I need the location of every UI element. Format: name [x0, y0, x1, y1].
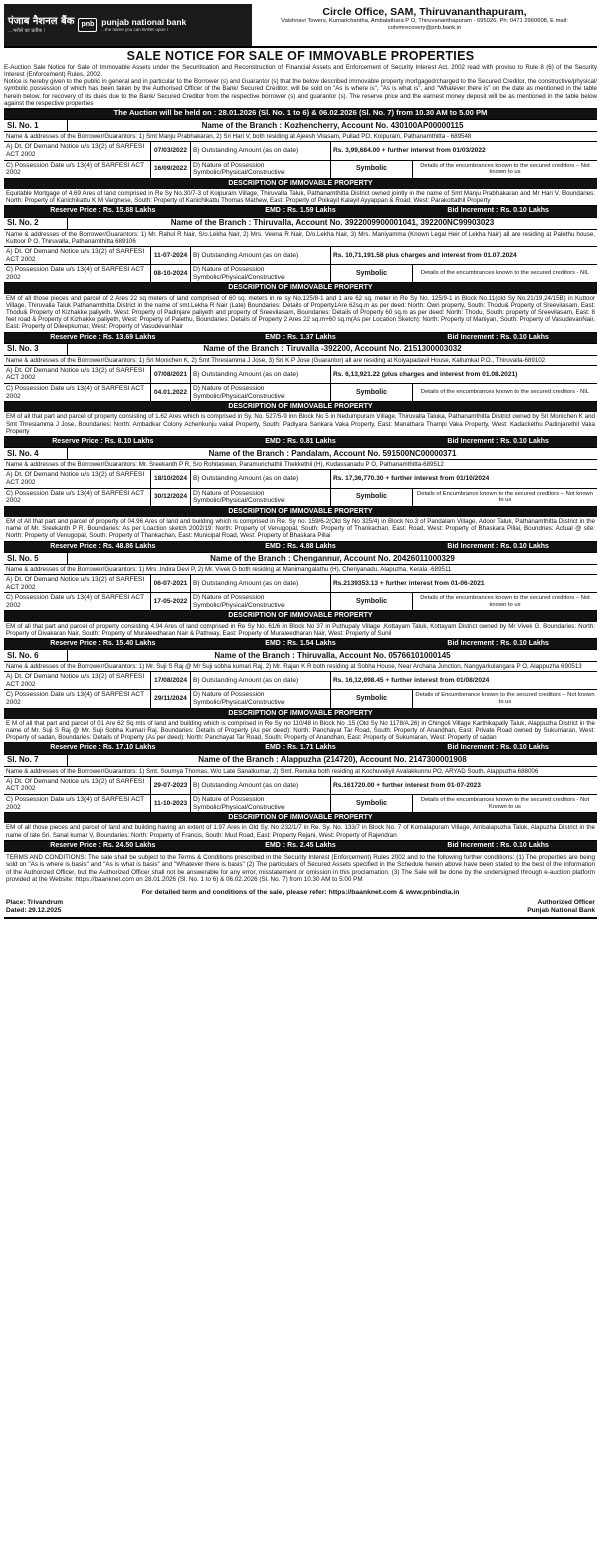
encumbrance-details: Details of the encumbrances known to the secured creditors - Not Known to us [420, 796, 590, 810]
possession-label: C) Possession Date u/s 13(4) of SARFESI ACT 2002 [4, 690, 151, 707]
possession-row [4, 384, 597, 402]
serial-number: Sl. No. 3 [4, 344, 68, 355]
price-bar [4, 437, 597, 447]
description-heading: DESCRIPTION OF IMMOVABLE PROPERTY [4, 179, 597, 189]
outstanding-label: B) Outstanding Amount (as on date) [191, 247, 331, 264]
bid-increment: Bid Increment : Rs. 0.10 Lakhs [447, 333, 549, 341]
nature-label: D) Nature of Possession Symbolic/Physical/Constructive [191, 795, 331, 812]
serial-number: Sl. No. 6 [4, 650, 68, 661]
property-description: EM of All that part and parcel of property of 04.96 Ares of land and building which is comprised in Re. Sy no. 159/6-2(Old Sy No 325/4) in Block No.3 of Pandalam Village, Adoor Taluk, Pathanamthitta District in the name of Mr. Sreekanth P R. Boundaries: As per Loaction sketch 2002/19: North: Property of Venugopal, South: Property of Thankachan, East: Road, West: Property of Bhaskara Pillai, Boundries: Actual @ site: North: Property of Venugopal, South: Property of Thankachan, East: Municipal Road, West: Property of Bhaskara Pillai [4, 517, 597, 542]
serial-number: Sl. No. 2 [4, 218, 68, 229]
emd-amount: EMD : Rs. 1.37 Lakhs [265, 333, 336, 341]
detailed-terms-link: For detailed term and conditions of the sale, please refer: https://baanknet.com & www.pnbindia.in [141, 888, 460, 896]
demand-date: 11-07-2024 [151, 247, 191, 264]
possession-row [4, 690, 597, 708]
encumbrance-details: Details of Encumbrance known to the secured creditors – Not known to us [417, 490, 593, 504]
borrower-addresses: Name & addresses of the Borrower/Guarantors: 1) Mr. Rahul R Nair, S/o.Lekha Nair, 2) Mrs. Veena R Nair, D/o.Lekha Nair, 3) Mrs. Maniyamma (Known Legal Heir of Lekha Nair) all are residing at Palethu house, Kuttoor P O, Thiruvalla, Pathanamthitta 689106 [4, 230, 597, 247]
nature-label: D) Nature of Possession Symbolic/Physical/Constructive [191, 690, 331, 707]
possession-nature: Symbolic [331, 161, 413, 178]
possession-nature: Symbolic [331, 795, 413, 812]
emd-amount: EMD : Rs. 1.59 Lakhs [265, 207, 336, 215]
demand-date: 07/03/2022 [151, 142, 191, 159]
bank-logo-block [4, 4, 252, 46]
price-bar [4, 542, 597, 552]
possession-label: C) Possession Date u/s 13(4) of SARFESI ACT 2002 [4, 795, 151, 812]
branch-account: Name of the Branch : Pandalam, Account No. 591500NC00000371 [208, 449, 457, 458]
demand-label: A) Dt. Of Demand Notice u/s 13(2) of SARFESI ACT 2002 [4, 575, 151, 592]
demand-label: A) Dt. Of Demand Notice u/s 13(2) of SARFESI ACT 2002 [4, 142, 151, 159]
outstanding-amount: Rs. 17,36,770.30 + further interest from 01/10/2024 [333, 475, 490, 483]
property-description: EM of all that part and parcel of property consisting of 1.62 Ares which is comprised in Sy. No. 527/5-9 inn Block No 5 in Nedumpuram Village, Thiruvalla Taluka, Pathanamthitta District owned by Sri Monichen K and Smt Thresiamma J Jose, Boundaries: North: Ambadkar Colony Achenkunju vakal Property, South: Padiyara Sankara Vaka Property, East: Manathara Thampi Vaka Property, West: Kadackethu Padinjarethil Vaka Property [4, 412, 597, 437]
property-item [4, 119, 597, 216]
possession-label: C) Possession Date u/s 13(4) of SARFESI ACT 2002 [4, 265, 151, 282]
english-bank-name: punjab national bank ...the name you can BANK upon ! [101, 17, 187, 32]
borrower-addresses: Name & addresses of the Borrower/Guarantors: 1) Sri Monichen K, 2) Smt Thresiamma J Jose, 3) Sri K P Jose (Guarantor) all are residing at Koiyapadavil House, Kallumkal P.O., Thiruvalla-689102 [4, 356, 597, 366]
demand-label: A) Dt. Of Demand Notice u/s 13(2) of SARFESI ACT 2002 [4, 672, 151, 689]
possession-row [4, 265, 597, 283]
demand-row [4, 247, 597, 265]
outstanding-amount: Rs. 16,12,898.45 + further interest from 01/08/2024 [333, 677, 490, 685]
date: Dated: 29.12.2025 [6, 907, 62, 915]
encumbrance-details: Details of Encumberance known to the secured creditors – Not known to us [415, 692, 595, 706]
borrower-addresses: Name & addresses of the Borrower/Guarantors: 1) Smt Manju Prabhakaran, 2) Sri Hari V, both residing at Ajeesh Vilasam, Pullad PO, Koipuram, Pathanamthitta - 689548 [4, 132, 597, 142]
description-heading: DESCRIPTION OF IMMOVABLE PROPERTY [4, 813, 597, 823]
demand-row [4, 575, 597, 593]
property-description: EM of all those pieces and parcel of land and building having an extent of 1.97 Ares in Old Sy. No 232/1/7 in Re. Sy. No. 133/7 in Block No. 7 of Komalapuram Village, Ambalapuzha Taluk, Alapuzha District in the name of late Sri. Sanal kumar V, Boundaries: North: Property of Francis, South: Mud Road, East: Property Rejani, West: Property of Rajendran [4, 823, 597, 840]
demand-label: A) Dt. Of Demand Notice u/s 13(2) of SARFESI ACT 2002 [4, 366, 151, 383]
serial-number: Sl. No. 1 [4, 120, 68, 131]
authorized-officer: Authorized Officer [537, 899, 595, 907]
property-item [4, 447, 597, 552]
demand-row [4, 672, 597, 690]
branch-account: Name of the Branch : Thiruvalla, Account No. 05766101000145 [214, 650, 451, 660]
property-list [4, 119, 597, 851]
description-heading: DESCRIPTION OF IMMOVABLE PROPERTY [4, 283, 597, 293]
item-header [4, 344, 597, 356]
possession-date: 29/11/2024 [151, 690, 191, 707]
demand-date: 06-07-2021 [151, 575, 191, 592]
property-description: Equitable Mortgage of 4.69 Ares of land comprised in Re Sy No.30/7-3 of Koipuram Village, Thiruvalla Taluk, Pathanamthitta District owned jointly in the name of Smt Manju Prabhakaran and Mr Hari V. Boundaries: North: Property of Kanichikattu K M Varghese, South: Property of Kanichikattu Thomas Mathew, East: Property of Poikayil Kalayil Ayyappan & Road, West: Parakottathil Property [4, 189, 597, 206]
nature-label: D) Nature of Possession Symbolic/Physical/Constructive [191, 489, 331, 506]
emd-amount: EMD : Rs. 2.45 Lakhs [265, 841, 336, 849]
branch-account: Name of the Branch : Thiruvalla, Account No. 3922009900001041, 392200NC99903023 [170, 218, 495, 228]
possession-label: C) Possession Date u/s 13(4) of SARFESI ACT 2002 [4, 384, 151, 401]
item-header [4, 120, 597, 132]
office-title: Circle Office, SAM, Thiruvananthapuram, [322, 6, 527, 18]
bid-increment: Bid Increment : Rs. 0.10 Lakhs [447, 639, 549, 647]
circle-office [252, 4, 597, 46]
item-header [4, 755, 597, 767]
emd-amount: EMD : Rs. 4.88 Lakhs [265, 542, 336, 550]
branch-account: Name of the Branch : Kozhencherry, Account No. 430100AP00000115 [201, 121, 464, 131]
item-header [4, 650, 597, 662]
reserve-price: Reserve Price : Rs. 24.50 Lakhs [50, 841, 156, 849]
reserve-price: Reserve Price : Rs. 17.10 Lakhs [50, 744, 156, 752]
emd-amount: EMD : Rs. 1.71 Lakhs [265, 744, 336, 752]
outstanding-amount: Rs. 6,13,921.22 (plus charges and interest from 01.08.2021) [333, 370, 518, 378]
notice-title: SALE NOTICE FOR SALE OF IMMOVABLE PROPERTIES [126, 49, 475, 63]
price-bar [4, 743, 597, 753]
property-item [4, 552, 597, 649]
nature-label: D) Nature of Possession Symbolic/Physical/Constructive [191, 161, 331, 178]
auction-date-banner: The Auction will be held on : 28.01.2026 (Sl. No. 1 to 6) & 06.02.2026 (Sl. No. 7) from 10.30 AM to 5.00 PM [4, 108, 597, 119]
demand-date: 17/08/2024 [151, 672, 191, 689]
possession-label: C) Possession Date u/s 13(4) of SARFESI ACT 2002 [4, 489, 151, 506]
terms-and-conditions: TERMS AND CONDITIONS: The sale shall be subject to the Terms & Conditions prescribed in the Security Interest (Enforcement) Rules 2002 and to the following further conditions: (1) The properties are being sold on "As is where is basis" and "As is what is basis" and "Whatever there is basis" (2) The particulars of Secured Assets specified in the Schedule herein above have been stated to the best of the information of the Authorized Officer, but the Authorized Officer shall not be answerable for any error, misstatement or omission in this proclamation. (3) The Sale will be done by the undersigned through e-auction platform provided at the Website: https://baanknet.com on 28.01.2026 (Sl. No. 1 to 6) & 06.02.2026 (Sl. No. 7) from 10.30 AM to 5.00 PM [4, 851, 597, 886]
outstanding-label: B) Outstanding Amount (as on date) [191, 470, 331, 487]
possession-nature: Symbolic [331, 384, 413, 401]
nature-label: D) Nature of Possession Symbolic/Physical/Constructive [191, 384, 331, 401]
demand-date: 18/10/2024 [151, 470, 191, 487]
outstanding-amount: Rs. 3,99,684.00 + further interest from 01/03/2022 [333, 147, 486, 155]
encumbrance-details: Details of the encumbrances known to the secured creditors – Not known to us [420, 595, 590, 608]
item-header [4, 448, 597, 460]
demand-row [4, 142, 597, 160]
outstanding-label: B) Outstanding Amount (as on date) [191, 142, 331, 159]
possession-date: 17-05-2022 [151, 593, 191, 610]
outstanding-label: B) Outstanding Amount (as on date) [191, 575, 331, 592]
demand-row [4, 366, 597, 384]
property-item [4, 217, 597, 343]
reserve-price: Reserve Price : Rs. 15.88 Lakhs [50, 207, 156, 215]
demand-label: A) Dt. Of Demand Notice u/s 13(2) of SARFESI ACT 2002 [4, 247, 151, 264]
demand-label: A) Dt. Of Demand Notice u/s 13(2) of SARFESI ACT 2002 [4, 777, 151, 794]
possession-date: 30/12/2024 [151, 489, 191, 506]
price-bar [4, 333, 597, 343]
sale-notice [4, 4, 597, 1534]
property-description: EM of all those pieces and parcel of 2 Ares 22 sq meters of land comprised of 60 sq. meters in re sy No.125/8-1 and 1 are 62 sq. meter in Re Sy No. 125/9-1 in Block No.11(old Sy No.21/19,24/15B) in Kuttoor Village, Thiruvalla Taluk Pathanamthitta District in the name of smt.Lekha R Nair (Late) Boundaries: Details of Property1Are 62sq.m as per deed: North: Own property, South: Thodu& Property of Sreevilasam, East: Thodu& Property of Kizhakke paliyeth, West: Property of Padinjare paliyeth and property of Sreevilasam, Boundaries: Details of Property 60 sq.m as per deed: North: Thodu, South: property of Sreevilasam, East: 8 feet road & Property of Kizhakke paliyeth, West: Property of Palethu, Boundaries: Details of Property 2 Ares 22 sq.m+60 sq.m(As per Location Sketch): North: Property of Maniyan, South: Property of VasudevanNair, East: Property of Dileepkumar, West: Property of VasudevanNair [4, 294, 597, 333]
outstanding-label: B) Outstanding Amount (as on date) [191, 777, 331, 794]
property-description: EM of all that part and parcel of property consisting 4.94 Ares of land comprised in Re Sy No. 61/6 in Block No 37 in Puthupaly Village ,Kottayam Taluk, Kottayam District owned by Mr Vivek G. Boundaries: North: Property of Divakaran Nair, South: Property of Muraleedharan Nair & Pathway, East: Property of Muraleedharan Nair, West: Property of Sunil [4, 622, 597, 639]
serial-number: Sl. No. 4 [4, 448, 68, 459]
possession-label: C) Possession Date u/s 13(4) of SARFESI ACT 2002 [4, 593, 151, 610]
property-description: E M of all that part and parcel of 01 Are 62 Sq mts of land and building which is comprised in Re Sy no 110/48 in Block No .15 (Old Sy No 1178/A.26) in Chingoli Village Karthikapally Taluk, Alappuzha District in the name of Mr. Suji S Raj @ Mr. Suji Sobha Kumari Raj. Boundaries: Details of Property (As per deed): North: Panchayat Tar Road, South: Property of Anandhan, East: Private Road owned by Sukumaran, West: Property of sadan, Boundaries: Details of Property (As per deed): North: Panchayat Tar Road, South: Property of Anandhan, East: Property of Sukumaran, West: Property of sadan [4, 719, 597, 744]
reserve-price: Reserve Price : Rs. 15.40 Lakhs [50, 639, 156, 647]
notice-footer [4, 899, 597, 918]
branch-account: Name of the Branch : Alappuzha (214720), Account No. 2147300001908 [198, 755, 467, 765]
bid-increment: Bid Increment : Rs. 0.10 Lakhs [447, 744, 549, 752]
outstanding-amount: Rs.161720.00 + further interest from 01-07-2023 [333, 781, 481, 789]
demand-label: A) Dt. Of Demand Notice u/s 13(2) of SARFESI ACT 2002 [4, 470, 151, 487]
possession-nature: Symbolic [331, 690, 413, 707]
borrower-addresses: Name & addresses of the Borrower/Guarantors: 1) Mrs .Indira Devi P, 2) Mr. Vivek G both residing at Manimangalathu (H), Cheriyanadu, Alapuzha, Kerala -689511 [4, 565, 597, 575]
demand-date: 29-07-2023 [151, 777, 191, 794]
serial-number: Sl. No. 5 [4, 553, 68, 564]
possession-nature: Symbolic [331, 489, 413, 506]
possession-row [4, 795, 597, 813]
nature-label: D) Nature of Possession Symbolic/Physical/Constructive [191, 593, 331, 610]
possession-nature: Symbolic [331, 593, 413, 610]
price-bar [4, 841, 597, 851]
possession-row [4, 489, 597, 507]
borrower-addresses: Name & addresses of the Borrower/Guarantors: Mr. Sreekanth P R, S/o Rohitaswan, Paramurichathil Thekkethil (H), Kudassanadu P O, Pathanamthitta-689512 [4, 460, 597, 470]
outstanding-amount: Rs. 10,71,191.58 plus charges and interest from 01.07.2024 [333, 251, 517, 259]
bid-increment: Bid Increment : Rs. 0.10 Lakhs [447, 841, 549, 849]
emd-amount: EMD : Rs. 0.81 Lakhs [265, 438, 336, 446]
bank-name: Punjab National Bank [527, 907, 595, 915]
demand-date: 07/08/2021 [151, 366, 191, 383]
possession-date: 08-10-2024 [151, 265, 191, 282]
pnb-logo-icon: pnb [78, 18, 97, 32]
outstanding-amount: Rs.2139353.13 + further interest from 01-06-2021 [333, 579, 485, 587]
borrower-addresses: Name & addresses of the Borrower/Guarantors: 1) Smt. Soumya Thomas, W/o Late Sanalkumar, 2) Smt. Renuka both residing at Kochuveliyil Avalakkunnu PO, ARYAD South, Alappuzha 688006 [4, 767, 597, 777]
price-bar [4, 206, 597, 216]
price-bar [4, 639, 597, 649]
place: Place: Trivandrum [6, 899, 64, 907]
branch-account: Name of the Branch : Chengannur, Account No. 20426011000329 [210, 553, 455, 563]
outstanding-label: B) Outstanding Amount (as on date) [191, 366, 331, 383]
reserve-price: Reserve Price : Rs. 8.10 Lakhs [52, 438, 154, 446]
description-heading: DESCRIPTION OF IMMOVABLE PROPERTY [4, 402, 597, 412]
office-address: Vaishnavi Towers, Kumarichantha, Ambalathara P O, Thiruvananthapuram - 695026, Ph: 0471 2960608, E mail: cotvmrecovery@pnb.bank.in [281, 18, 568, 32]
demand-row [4, 470, 597, 488]
branch-account: Name of the Branch : Tiruvalla -392200, Account No. 2151300003032 [203, 344, 462, 354]
property-item [4, 649, 597, 754]
encumbrance-details: Details of the encumbrances known to the secured creditors - NIL [420, 270, 590, 277]
outstanding-label: B) Outstanding Amount (as on date) [191, 672, 331, 689]
serial-number: Sl. No. 7 [4, 755, 68, 766]
description-heading: DESCRIPTION OF IMMOVABLE PROPERTY [4, 709, 597, 719]
bid-increment: Bid Increment : Rs. 0.10 Lakhs [447, 207, 549, 215]
bid-increment: Bid Increment : Rs. 0.10 Lakhs [447, 542, 549, 550]
possession-row [4, 593, 597, 611]
bid-increment: Bid Increment : Rs. 0.10 Lakhs [447, 438, 549, 446]
possession-label: C) Possession Date u/s 13(4) of SARFESI ACT 2002 [4, 161, 151, 178]
encumbrance-details: Details of the encumbrances known to the secured creditors - NIL [420, 389, 590, 396]
nature-label: D) Nature of Possession Symbolic/Physical/Constructive [191, 265, 331, 282]
demand-row [4, 777, 597, 795]
possession-date: 11-10-2023 [151, 795, 191, 812]
hindi-bank-name: पंजाब नैशनल बैंक ...भरोसे का प्रतीक ! [8, 15, 75, 34]
item-header [4, 553, 597, 565]
intro-text: E-Auction Sale Notice for Sale of Immovable Assets under the Securitisation and Reconstruction of Financial Assets and Enforcement of Security Interest Act, 2002 read with proviso to Rule 8 (6) of the Security Interest (Enforcement) Rules, 2002. Notice is hereby given to the public in general and in particular to the Borrower (s) and Guarantor (s) that the below described immovable property mortgaged/charged to the Secured Creditor, the constructive/physical/ symbolic possession of which has been taken by the Authorised Officer of the Bank/ Secured Creditor, will be sold on "As is where is", "As is what is", and "Whatever there is" on the date as mentioned in the table herein below, for recovery of its dues due to the Bank/ Secured Creditor from the respective borrower (s) and guarantor (s). The reserve price and the earnest money deposit will be as mentioned in the table below against the respective properties [4, 63, 597, 108]
emd-amount: EMD : Rs. 1.54 Lakhs [265, 639, 336, 647]
possession-date: 16/09/2022 [151, 161, 191, 178]
notice-header [4, 4, 597, 48]
description-heading: DESCRIPTION OF IMMOVABLE PROPERTY [4, 507, 597, 517]
property-item [4, 343, 597, 448]
description-heading: DESCRIPTION OF IMMOVABLE PROPERTY [4, 611, 597, 621]
borrower-addresses: Name & addresses of the Borrower/Guarantors: 1) Mr. Suji S Raj @ Mr Suji sobha kumari Raj, 2) Mr. Rajan K R both residing at Sobha House, Near Archana Junction, Nangyarkulangara P O, Alappuzha 690513 [4, 662, 597, 672]
reserve-price: Reserve Price : Rs. 13.69 Lakhs [50, 333, 156, 341]
item-header [4, 218, 597, 230]
possession-nature: Symbolic [331, 265, 413, 282]
reserve-price: Reserve Price : Rs. 48.86 Lakhs [50, 542, 156, 550]
possession-date: 04.01.2022 [151, 384, 191, 401]
property-item [4, 754, 597, 851]
possession-row [4, 161, 597, 179]
encumbrance-details: Details of the encumbrances known to the secured creditors – Not known to us [420, 162, 590, 176]
